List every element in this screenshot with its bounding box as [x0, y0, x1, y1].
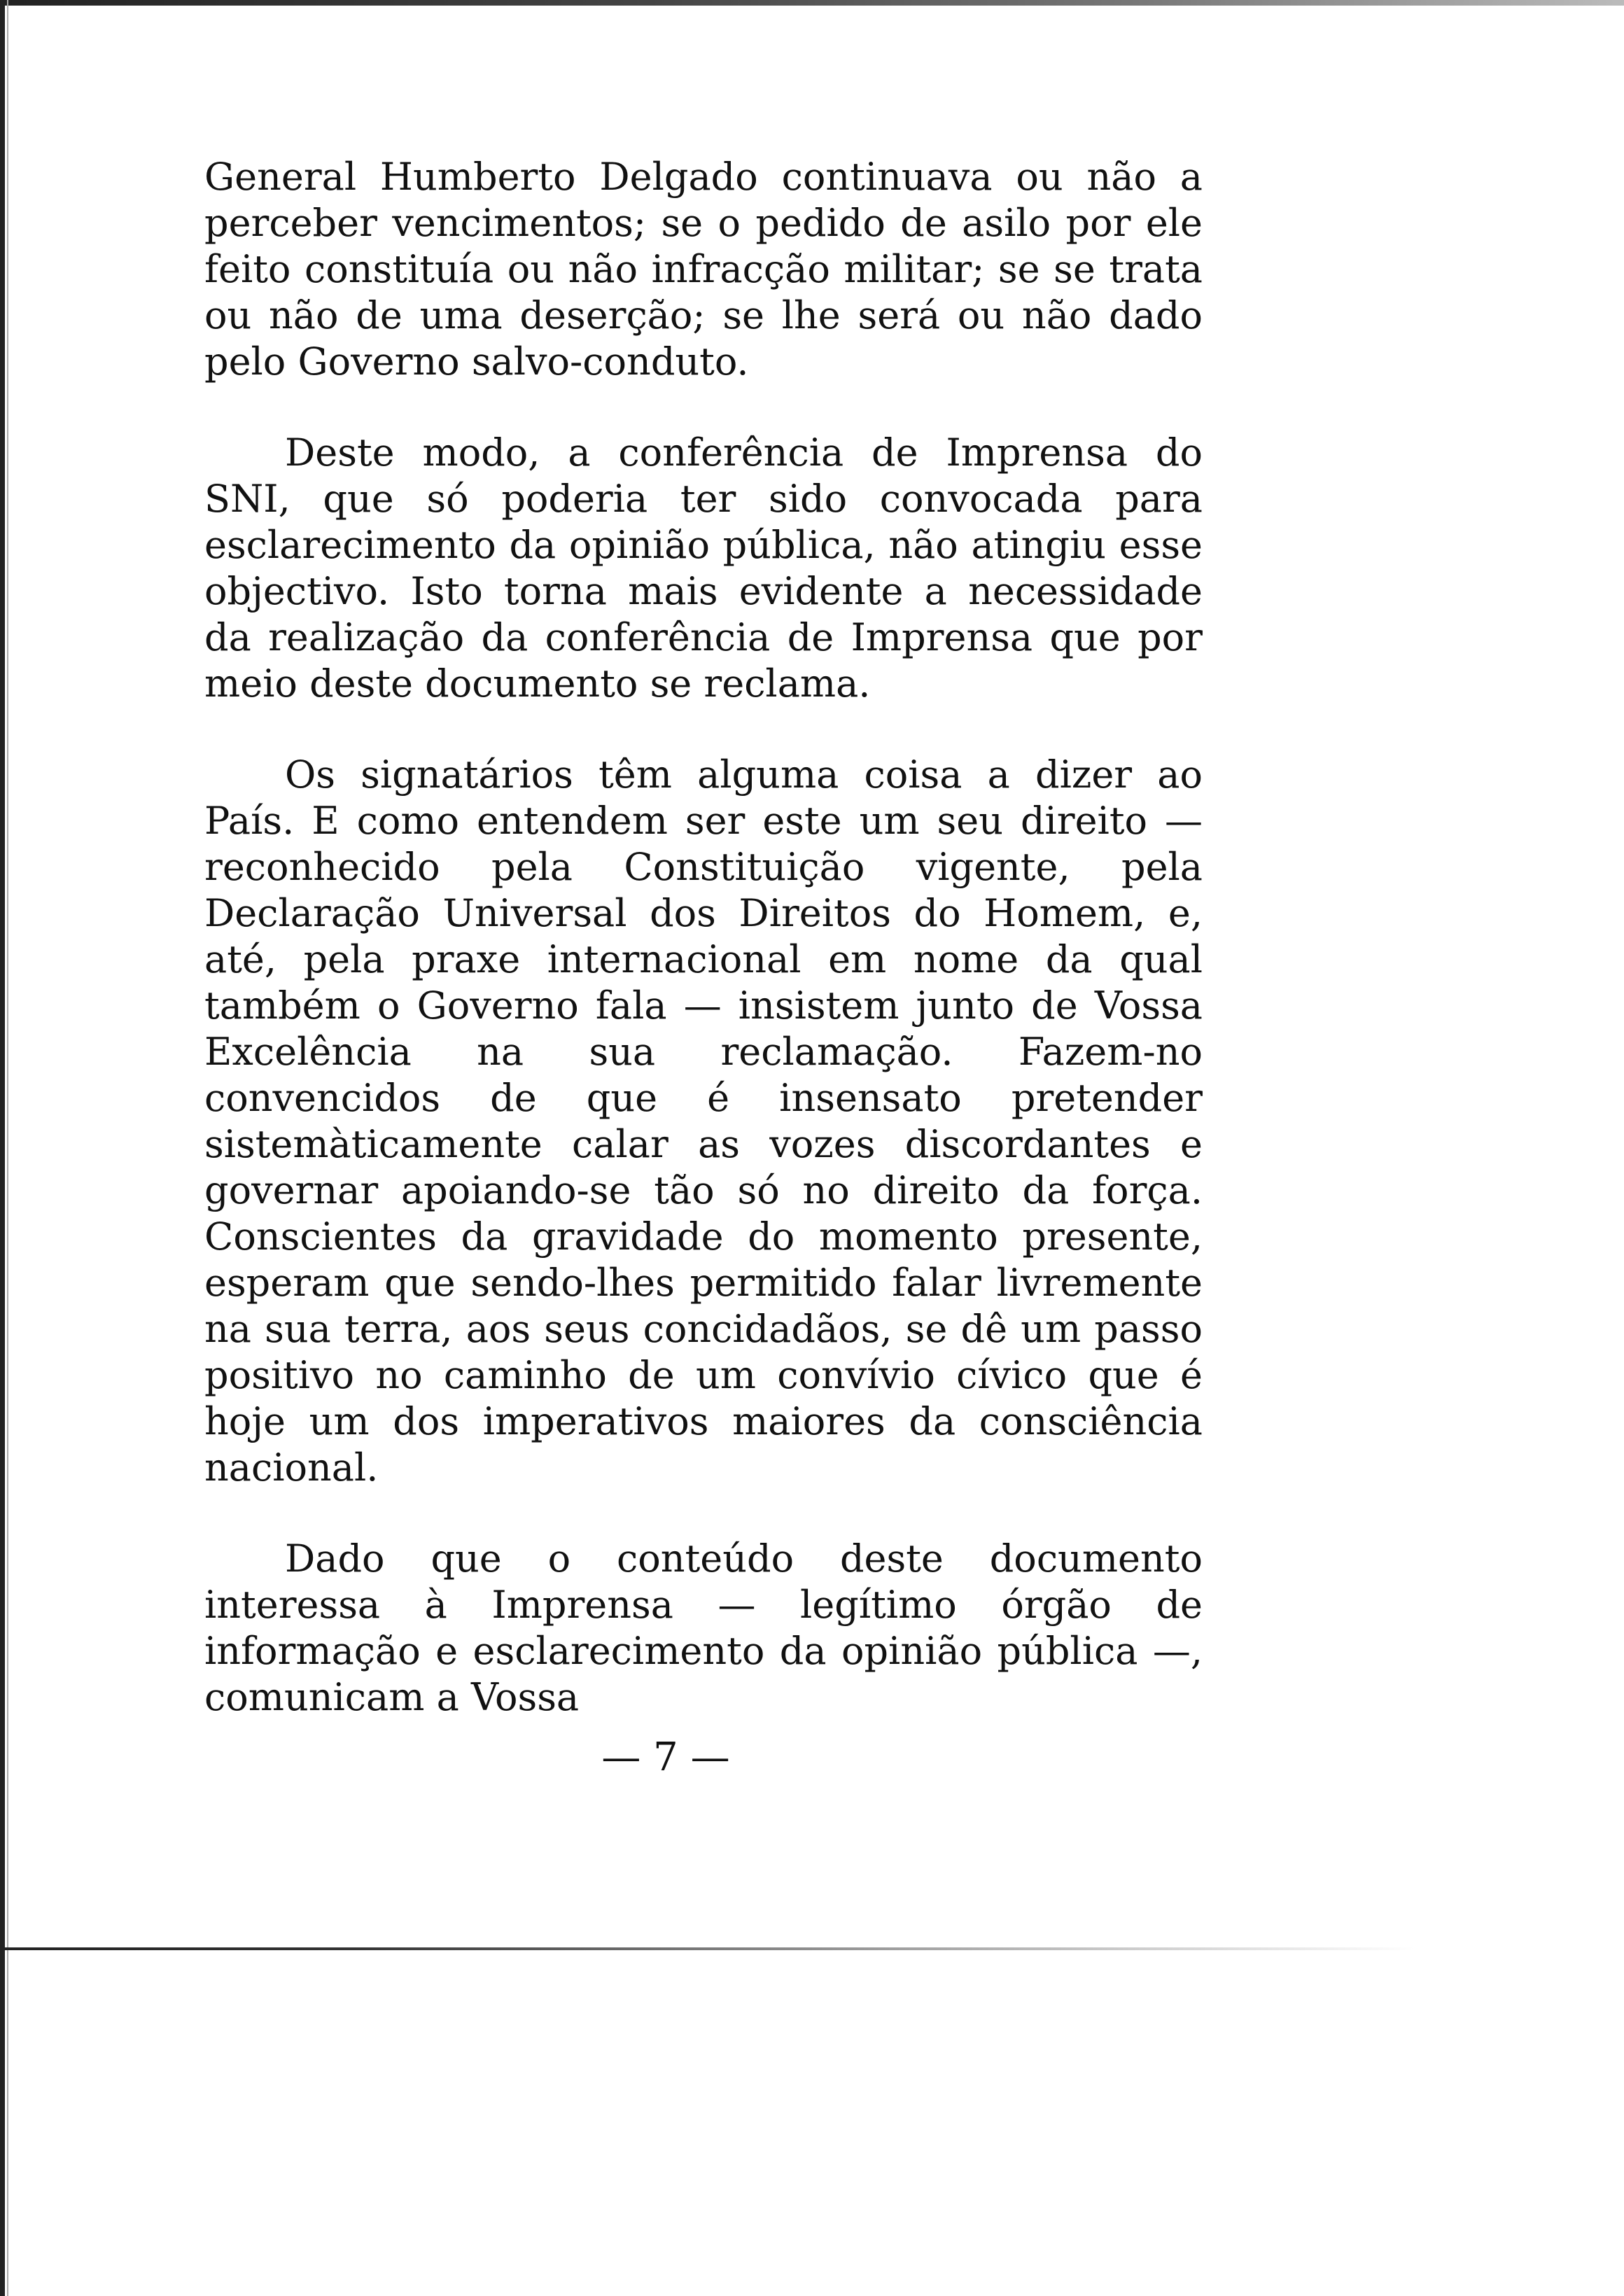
page-number: — 7 — — [601, 1735, 730, 1780]
scan-left-edge-faint — [7, 0, 8, 2296]
scan-bottom-rule — [0, 1947, 1414, 1950]
body-text — [204, 154, 1203, 1765]
paragraph-3: Os signatários têm alguma coisa a dizer ao País. E como entendem ser este um seu direito — reconhecido pela Constituição vigente, pela Declaração Universal dos Direitos do Homem, e, até, pela praxe internacional em nome da qual também o Governo fala — insistem junto de Vossa Excelência na sua reclamação. Fazem-no convencidos de que é insensato pretender sistemàticamente calar as vozes discordantes e governar apoiando-se tão só no direito da força. Conscientes da gravidade do momento presente, esperam que sendo-lhes permitido falar livremente na sua terra, aos seus concidadãos, se dê um passo positivo no caminho de um convívio cívico que é hoje um dos imperativos maiores da consciência nacional. — [204, 752, 1203, 1490]
paragraph-2: Deste modo, a conferência de Imprensa do SNI, que só poderia ter sido convocada para esclarecimento da opinião pública, não atingiu esse objectivo. Isto torna mais evidente a necessidade da realização da conferência de Imprensa que por meio deste documento se reclama. — [204, 430, 1203, 706]
paragraph-4: Dado que o conteúdo deste documento interessa à Imprensa — legítimo órgão de informação e esclarecimento da opinião pública —, comunicam a Vossa — [204, 1536, 1203, 1719]
paragraph-1: General Humberto Delgado continuava ou não a perceber vencimentos; se o pedido de asilo por ele feito constituía ou não infracção militar; se se trata ou não de uma deserção; se lhe será ou não dado pelo Governo salvo-conduto. — [204, 155, 1203, 384]
scan-left-edge — [0, 0, 5, 2296]
scan-top-edge — [0, 0, 1624, 6]
